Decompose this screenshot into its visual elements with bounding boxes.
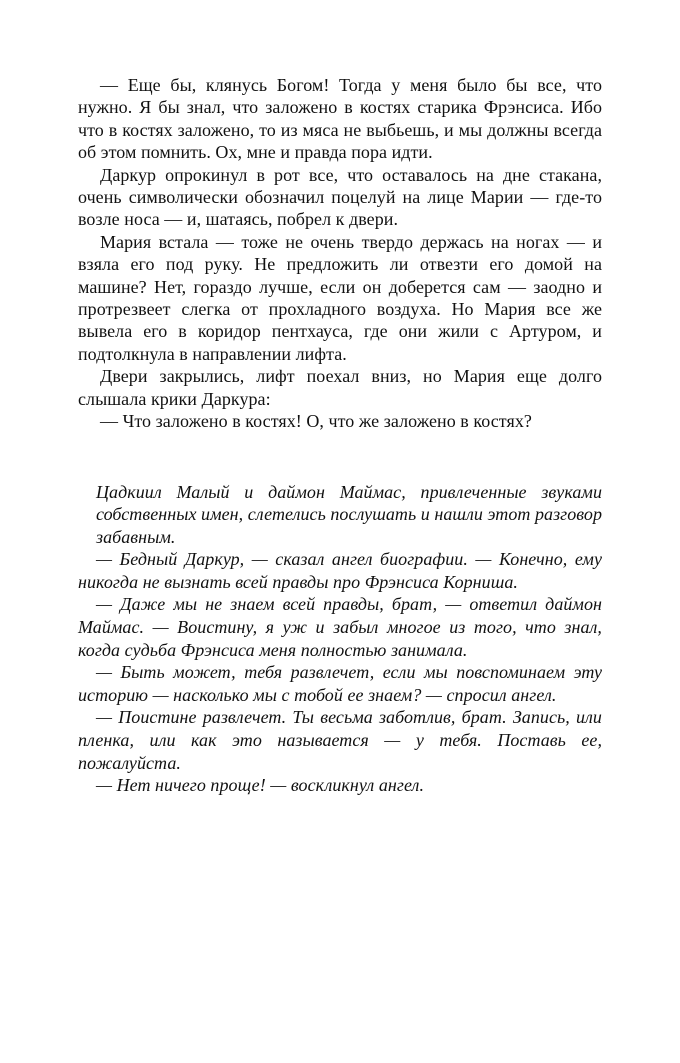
paragraph: Даркур опрокинул в рот все, что оставалось на дне стакана, очень символически обозначил поцелуй на лице Марии — где-то возле носа — и, шатаясь, побрел к двери. [78, 164, 602, 230]
paragraph: — Даже мы не знаем всей правды, брат, — ответил даймон Маймас. — Воистину, я уж и забыл многое из того, что знал, когда судьба Фрэнсиса меня полностью занимала. [78, 594, 602, 660]
italic-interlude-section [78, 481, 602, 797]
paragraph: — Что заложено в костях! О, что же заложено в костях? [100, 411, 532, 432]
paragraph: — Еще бы, клянусь Богом! Тогда у меня было бы все, что нужно. Я бы знал, что заложено в костях старика Фрэнсиса. Ибо что в костях заложено, то из мяса не выбьешь, и мы должны всегда об этом помнить. Ох, мне и правда пора идти. [78, 75, 602, 163]
paragraph: — Быть может, тебя развлечет, если мы повспоминаем эту историю — насколько мы с тобой ее знаем? — спросил ангел. [78, 662, 602, 705]
paragraph: — Бедный Даркур, — сказал ангел биографии. — Конечно, ему никогда не вызнать всей правды про Фрэнсиса Корниша. [78, 549, 602, 592]
section-break [78, 433, 602, 481]
paragraph: Двери закрылись, лифт поехал вниз, но Мария еще долго слышала крики Даркура: [78, 366, 602, 409]
paragraph: — Нет ничего проще! — воскликнул ангел. [96, 775, 424, 796]
book-page [78, 74, 602, 797]
paragraph: Цадкиил Малый и даймон Маймас, привлеченные звуками собственных имен, слетелись послушать и нашли этот разговор забавным. [96, 481, 602, 547]
paragraph: Мария встала — тоже не очень твердо держась на ногах — и взяла его под руку. Не предложить ли отвезти его домой на машине? Нет, гораздо лучше, если он доберется сам — заодно и протрезвеет слегка от прохладного воздуха. Но Мария все же вывела его в коридор пентхауса, где они жили с Артуром, и подтолкнула в направлении лифта. [78, 231, 602, 364]
narrative-section [78, 74, 602, 433]
paragraph: — Поистине развлечет. Ты весьма заботлив, брат. Запись, или пленка, или как это называется — у тебя. Поставь ее, пожалуйста. [78, 707, 602, 773]
